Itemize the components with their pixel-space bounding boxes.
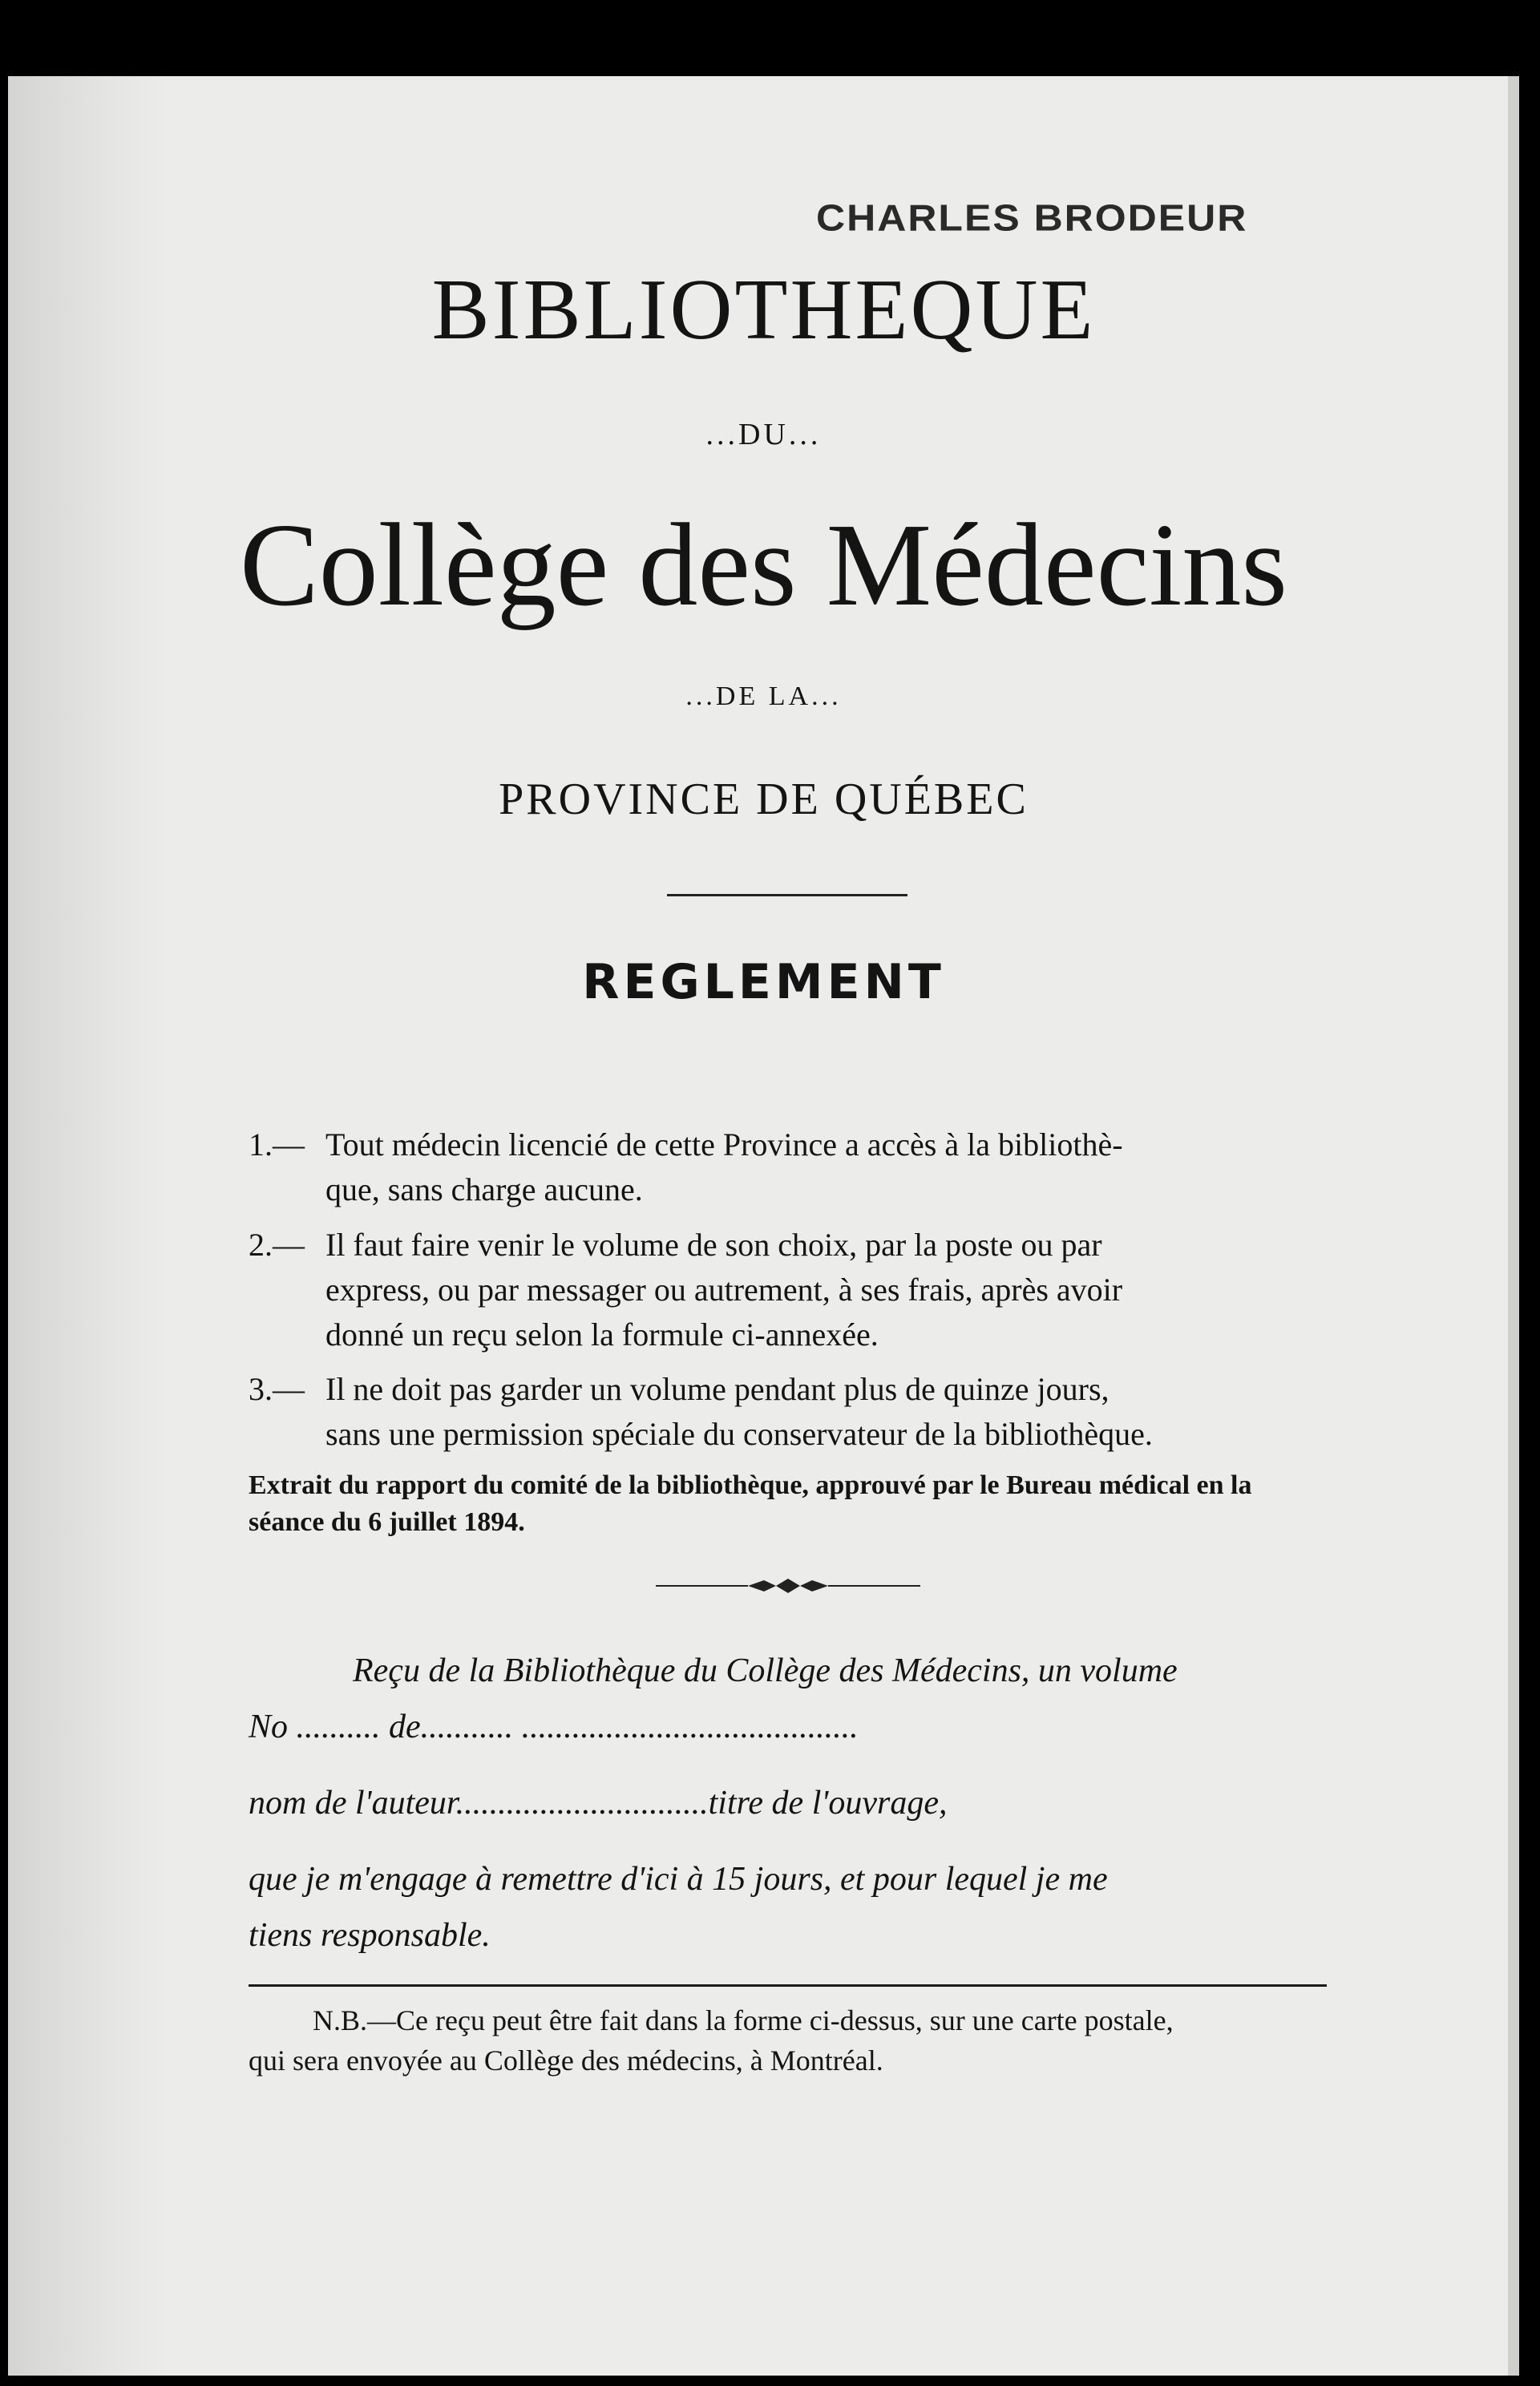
- ornament-divider: [656, 1574, 920, 1598]
- committee-extract: Extrait du rapport du comité de la bibliothèque, approuvé par le Bureau médical en la séance du 6 juillet 1894.: [249, 1470, 1252, 1537]
- rule-line: Il ne doit pas garder un volume pendant plus de quinze jours,: [325, 1371, 1110, 1407]
- rule-line: sans une permission spéciale du conservateur de la bibliothèque.: [325, 1416, 1153, 1452]
- college-name: Collège des Médecins: [240, 499, 1287, 631]
- rule-line: donné un reçu selon la formule ci-annexée.: [325, 1316, 879, 1353]
- library-title: BIBLIOTHEQUE: [431, 262, 1096, 358]
- header-divider: [667, 894, 907, 896]
- receipt-line: Reçu de la Bibliothèque du Collège des Médecins, un volume: [353, 1652, 1178, 1689]
- rule-line: express, ou par messager ou autrement, à ses frais, après avoir: [325, 1272, 1123, 1308]
- receipt-line: No .......... de........... ........................................: [249, 1709, 859, 1745]
- owner-stamp: CHARLES BRODEUR: [816, 197, 1248, 239]
- receipt-line: que je m'engage à remettre d'ici à 15 jours, et pour lequel je me: [249, 1861, 1108, 1898]
- nota-bene-line: N.B.—Ce reçu peut être fait dans la forme ci-dessus, sur une carte postale,: [313, 2004, 1174, 2036]
- title-connector-de-la: ...DE LA...: [685, 681, 842, 711]
- province-name: PROVINCE DE QUÉBEC: [499, 774, 1029, 824]
- receipt-line: nom de l'auteur..............................titre de l'ouvrage,: [249, 1785, 948, 1822]
- reglement-heading: REGLEMENT: [582, 954, 945, 1010]
- receipt-line: tiens responsable.: [249, 1917, 491, 1954]
- rule-line: Tout médecin licencié de cette Province a accès à la bibliothè-: [325, 1126, 1123, 1163]
- title-connector-du: ...DU...: [705, 418, 822, 451]
- nota-bene: [249, 2000, 1327, 2081]
- rule-line: Il faut faire venir le volume de son choix, par la poste ou par: [325, 1227, 1102, 1263]
- nota-bene-line: qui sera envoyée au Collège des médecins, à Montréal.: [249, 2044, 883, 2077]
- rule-number: 2.—: [249, 1227, 305, 1263]
- document-page: [8, 76, 1519, 2376]
- rule-line: que, sans charge aucune.: [325, 1171, 643, 1207]
- rule-number: 1.—: [249, 1126, 305, 1163]
- footer-divider: [249, 1984, 1327, 1987]
- rule-number: 3.—: [249, 1371, 305, 1407]
